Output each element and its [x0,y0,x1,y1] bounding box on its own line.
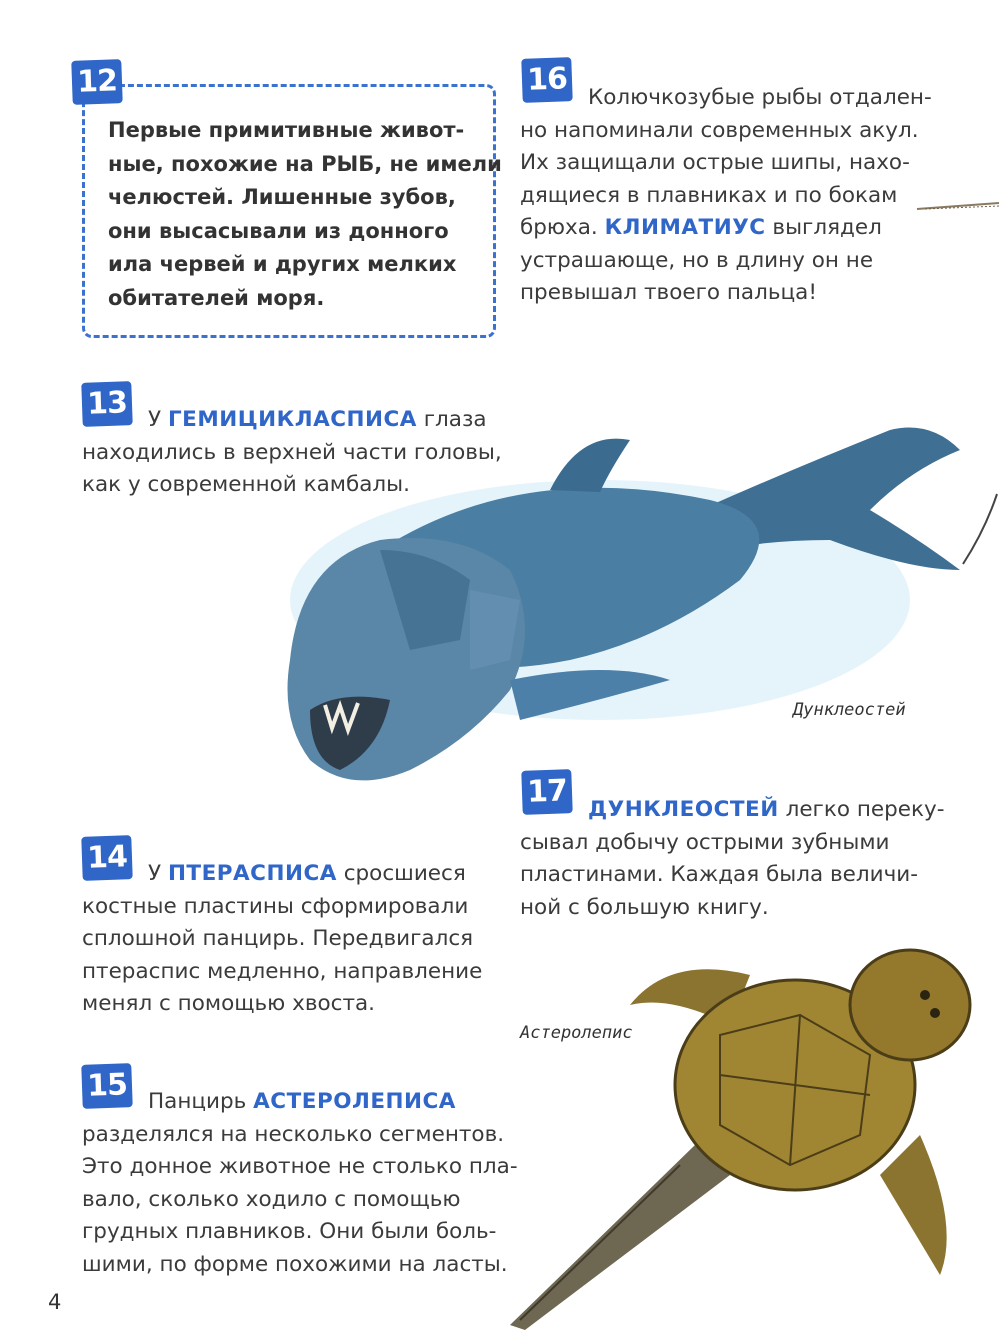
fact-15-line: Панцирь АСТЕРОЛЕПИСА [148,1089,456,1114]
fin-spine-illustration [915,195,1000,225]
fact-15-line: вало, сколько ходило с помощью [82,1186,461,1212]
fact-15-line: разделялся на несколько сегментов. [82,1121,505,1147]
climatius-highlight: КЛИМАТИУС [604,215,766,240]
hemicyclaspis-highlight: ГЕМИЦИКЛАСПИСА [167,407,417,432]
fact-16-line: дящиеся в плавниках и по бокам [520,182,898,208]
badge-15: 15 [81,1063,133,1109]
page-number: 4 [48,1290,62,1314]
badge-17: 17 [521,769,573,815]
dunkleosteus-caption: Дунклеостей [793,700,906,720]
fact-16-line: Их защищали острые шипы, нахо- [520,150,910,175]
fact-12-line: они высасывали из донного [108,218,449,243]
asterolepis-caption: Астеролепис [520,1023,633,1043]
fact-17-line: сывал добычу острыми зубными [520,829,890,855]
fact-17-line: ДУНКЛЕОСТЕЙ легко переку- [588,797,945,822]
badge-14: 14 [81,835,133,881]
fact-13-line: как у современной камбалы. [82,472,410,497]
fact-16-line: Колючкозубые рыбы отдален- [588,85,932,110]
dunkleosteus-highlight: ДУНКЛЕОСТЕЙ [588,797,779,822]
fact-12-line: челюстей. Лишенные зубов, [108,185,456,209]
badge-13: 13 [81,381,133,427]
asterolepis-highlight: АСТЕРОЛЕПИСА [253,1089,456,1114]
fact-12-line: обитателей моря. [108,285,325,310]
fact-16-line: устрашающе, но в длину он не [520,247,874,273]
badge-12: 12 [71,59,123,105]
fact-14-line: костные пластины сформировали [82,893,469,919]
fact-15-text [82,1086,518,1281]
fact-12-line: Первые примитивные живот- [108,118,465,142]
fact-16-line: превышал твоего пальца! [520,280,817,305]
fact-17-line: ной с большую книгу. [520,894,769,920]
fact-16-text [520,82,932,310]
badge-16: 16 [521,57,573,103]
dunkleosteus-illustration [270,400,970,800]
asterolepis-illustration [500,935,1000,1330]
fact-17-line: пластинами. Каждая была величи- [520,862,919,887]
pteraspis-highlight: ПТЕРАСПИСА [167,861,337,886]
fact-12-line: ила червей и других мелких [108,252,457,276]
fact-14-line: У ПТЕРАСПИСА сросшиеся [148,861,466,886]
fact-15-line: Это донное животное не столько пла- [82,1154,518,1179]
fact-15-line: грудных плавников. Они были боль- [82,1219,497,1244]
fact-16-line: брюха. КЛИМАТИУС выглядел [520,215,882,240]
fact-14-line: сплошной панцирь. Передвигался [82,926,474,951]
fact-14-line: птераспис медленно, направление [82,958,483,984]
fact-12-line: ные, похожие на РЫБ, не имели [108,151,502,176]
fact-16-line: но напоминали современных акул. [520,117,919,143]
fact-14-line: менял с помощью хвоста. [82,991,376,1016]
fact-17-text [520,794,944,924]
fact-13-line: находились в верхней части головы, [82,439,502,465]
fact-14-text [82,858,482,1021]
fact-15-line: шими, по форме похожими на ласты. [82,1251,508,1277]
fact-12-text [108,114,502,315]
fact-13-line: У ГЕМИЦИКЛАСПИСА глаза [148,407,487,432]
